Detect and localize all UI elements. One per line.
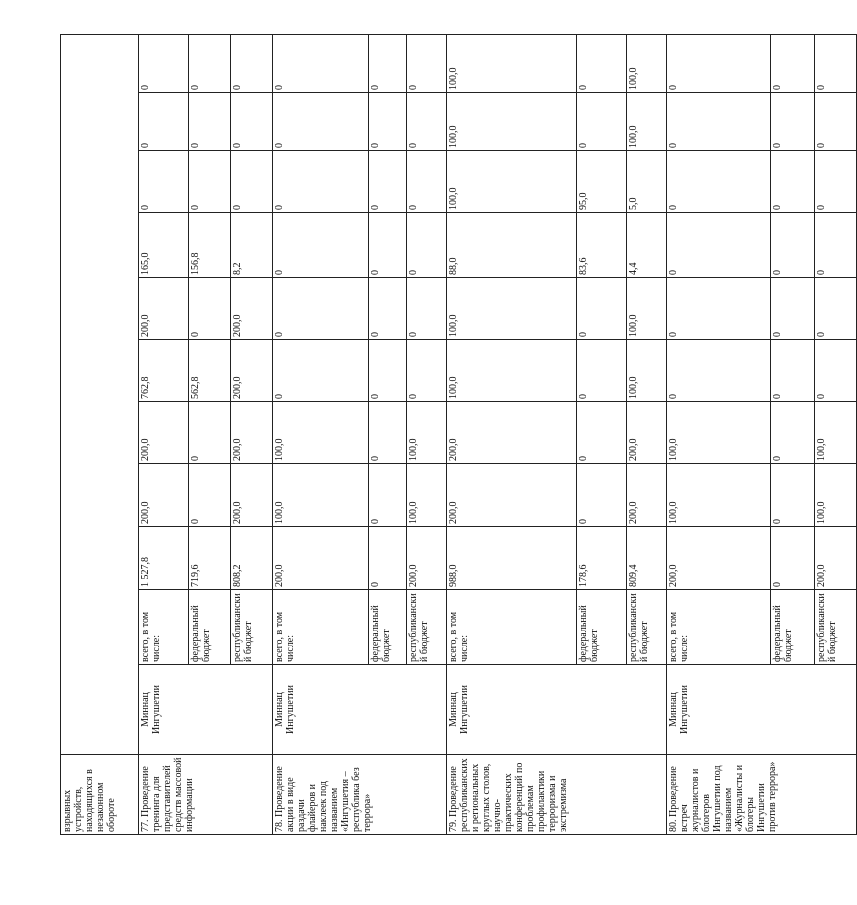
value-cell: 0 — [667, 34, 771, 92]
value-cell: 0 — [139, 151, 189, 213]
value-cell: 0 — [771, 213, 815, 278]
table-row — [447, 34, 577, 834]
value-cell: 165,0 — [139, 213, 189, 278]
value-cell: 200,0 — [407, 527, 447, 590]
value-cell: 100,0 — [627, 34, 667, 92]
executor-cell: Миннац Ингушетии — [139, 665, 273, 755]
value-cell: 100,0 — [627, 278, 667, 340]
value-cell: 0 — [667, 213, 771, 278]
value-cell: 0 — [577, 34, 627, 92]
empty-cell — [61, 34, 139, 754]
source-cell: всего, в том числе: — [667, 590, 771, 665]
value-cell: 0 — [407, 340, 447, 402]
value-cell: 0 — [189, 464, 231, 527]
value-cell: 0 — [189, 34, 231, 92]
value-cell: 100,0 — [627, 93, 667, 151]
source-cell: федеральный бюджет — [577, 590, 627, 665]
value-cell: 0 — [407, 151, 447, 213]
value-cell: 1 527,8 — [139, 527, 189, 590]
value-cell: 200,0 — [627, 464, 667, 527]
value-cell: 808,2 — [231, 527, 273, 590]
value-cell: 100,0 — [407, 402, 447, 464]
value-cell: 0 — [189, 151, 231, 213]
source-cell: республиканский бюджет — [815, 590, 857, 665]
value-cell: 0 — [577, 340, 627, 402]
value-cell: 0 — [189, 93, 231, 151]
value-cell: 0 — [189, 278, 231, 340]
value-cell: 0 — [273, 340, 369, 402]
measure-cell: 79. Проведение республиканских и региональных круглых столов, научно-практических конференций по проблемам профилактики терроризма и экстремизма — [447, 755, 667, 835]
value-cell: 0 — [815, 93, 857, 151]
value-cell: 200,0 — [231, 278, 273, 340]
value-cell: 0 — [667, 151, 771, 213]
value-cell: 0 — [369, 34, 407, 92]
value-cell: 100,0 — [447, 278, 577, 340]
value-cell: 95,0 — [577, 151, 627, 213]
value-cell: 200,0 — [627, 402, 667, 464]
value-cell: 4,4 — [627, 213, 667, 278]
value-cell: 100,0 — [447, 93, 577, 151]
value-cell: 0 — [273, 93, 369, 151]
value-cell: 0 — [771, 464, 815, 527]
value-cell: 100,0 — [447, 34, 577, 92]
measure-cell: 77. Проведение тренинга для представителей средств массовой информации — [139, 755, 273, 835]
table-row — [139, 34, 189, 834]
value-cell: 100,0 — [815, 464, 857, 527]
measure-cell: 80. Проведение встреч журналистов и блогеров Ингушетии под названием «Журналисты и блогеры Ингушетии против террора» — [667, 755, 857, 835]
value-cell: 0 — [139, 34, 189, 92]
value-cell: 100,0 — [407, 464, 447, 527]
value-cell: 0 — [369, 93, 407, 151]
value-cell: 200,0 — [815, 527, 857, 590]
value-cell: 0 — [369, 151, 407, 213]
value-cell: 100,0 — [273, 402, 369, 464]
value-cell: 88,0 — [447, 213, 577, 278]
value-cell: 0 — [231, 34, 273, 92]
table-row — [61, 34, 139, 834]
value-cell: 100,0 — [667, 402, 771, 464]
value-cell: 0 — [369, 402, 407, 464]
value-cell: 0 — [273, 151, 369, 213]
value-cell: 100,0 — [667, 464, 771, 527]
value-cell: 0 — [771, 278, 815, 340]
executor-cell: Миннац Ингушетии — [667, 665, 857, 755]
value-cell: 0 — [771, 402, 815, 464]
value-cell: 200,0 — [231, 464, 273, 527]
source-cell: республиканский бюджет — [231, 590, 273, 665]
value-cell: 200,0 — [139, 464, 189, 527]
value-cell: 0 — [815, 340, 857, 402]
value-cell: 156,8 — [189, 213, 231, 278]
source-cell: федеральный бюджет — [369, 590, 407, 665]
value-cell: 200,0 — [667, 527, 771, 590]
value-cell: 988,0 — [447, 527, 577, 590]
value-cell: 100,0 — [447, 340, 577, 402]
value-cell: 0 — [771, 340, 815, 402]
source-cell: республиканский бюджет — [407, 590, 447, 665]
value-cell: 0 — [369, 464, 407, 527]
value-cell: 0 — [189, 402, 231, 464]
value-cell: 0 — [407, 213, 447, 278]
value-cell: 0 — [771, 34, 815, 92]
value-cell: 0 — [577, 464, 627, 527]
value-cell: 762,8 — [139, 340, 189, 402]
value-cell: 0 — [273, 34, 369, 92]
value-cell: 0 — [369, 278, 407, 340]
value-cell: 0 — [771, 93, 815, 151]
value-cell: 83,6 — [577, 213, 627, 278]
value-cell: 100,0 — [815, 402, 857, 464]
value-cell: 0 — [231, 151, 273, 213]
measure-cell: 78. Проведение акции в виде раздачи флайеров и наклеек под названием «Ингушетия – республика без террора» — [273, 755, 447, 835]
value-cell: 0 — [407, 278, 447, 340]
source-cell: федеральный бюджет — [189, 590, 231, 665]
value-cell: 0 — [369, 340, 407, 402]
source-cell: республиканский бюджет — [627, 590, 667, 665]
value-cell: 0 — [667, 93, 771, 151]
value-cell: 0 — [407, 93, 447, 151]
source-cell: всего, в том числе: — [139, 590, 189, 665]
value-cell: 809,4 — [627, 527, 667, 590]
value-cell: 5,0 — [627, 151, 667, 213]
value-cell: 178,6 — [577, 527, 627, 590]
value-cell: 100,0 — [447, 151, 577, 213]
source-cell: всего, в том числе: — [447, 590, 577, 665]
value-cell: 0 — [815, 278, 857, 340]
value-cell: 0 — [577, 278, 627, 340]
value-cell: 200,0 — [231, 402, 273, 464]
value-cell: 719,6 — [189, 527, 231, 590]
value-cell: 0 — [369, 527, 407, 590]
table-body — [61, 34, 857, 834]
value-cell: 0 — [667, 340, 771, 402]
value-cell: 200,0 — [139, 402, 189, 464]
value-cell: 0 — [577, 402, 627, 464]
rotated-page — [60, 35, 838, 835]
value-cell: 0 — [815, 151, 857, 213]
measure-cell: взрывных устройств, находящихся в незаконном обороте — [61, 755, 139, 835]
value-cell: 100,0 — [627, 340, 667, 402]
source-cell: федеральный бюджет — [771, 590, 815, 665]
executor-cell: Миннац Ингушетии — [447, 665, 667, 755]
value-cell: 0 — [815, 213, 857, 278]
value-cell: 0 — [407, 34, 447, 92]
value-cell: 0 — [273, 213, 369, 278]
value-cell: 0 — [771, 527, 815, 590]
value-cell: 0 — [577, 93, 627, 151]
value-cell: 0 — [667, 278, 771, 340]
value-cell: 8,2 — [231, 213, 273, 278]
value-cell: 100,0 — [273, 464, 369, 527]
value-cell: 0 — [139, 93, 189, 151]
table-row — [273, 34, 369, 834]
source-cell: всего, в том числе: — [273, 590, 369, 665]
value-cell: 0 — [771, 151, 815, 213]
value-cell: 200,0 — [447, 402, 577, 464]
value-cell: 0 — [369, 213, 407, 278]
executor-cell: Миннац Ингушетии — [273, 665, 447, 755]
value-cell: 0 — [273, 278, 369, 340]
budget-table — [60, 34, 857, 835]
value-cell: 200,0 — [231, 340, 273, 402]
value-cell: 200,0 — [273, 527, 369, 590]
value-cell: 0 — [815, 34, 857, 92]
value-cell: 562,8 — [189, 340, 231, 402]
value-cell: 200,0 — [139, 278, 189, 340]
value-cell: 200,0 — [447, 464, 577, 527]
value-cell: 0 — [231, 93, 273, 151]
table-row — [667, 34, 771, 834]
